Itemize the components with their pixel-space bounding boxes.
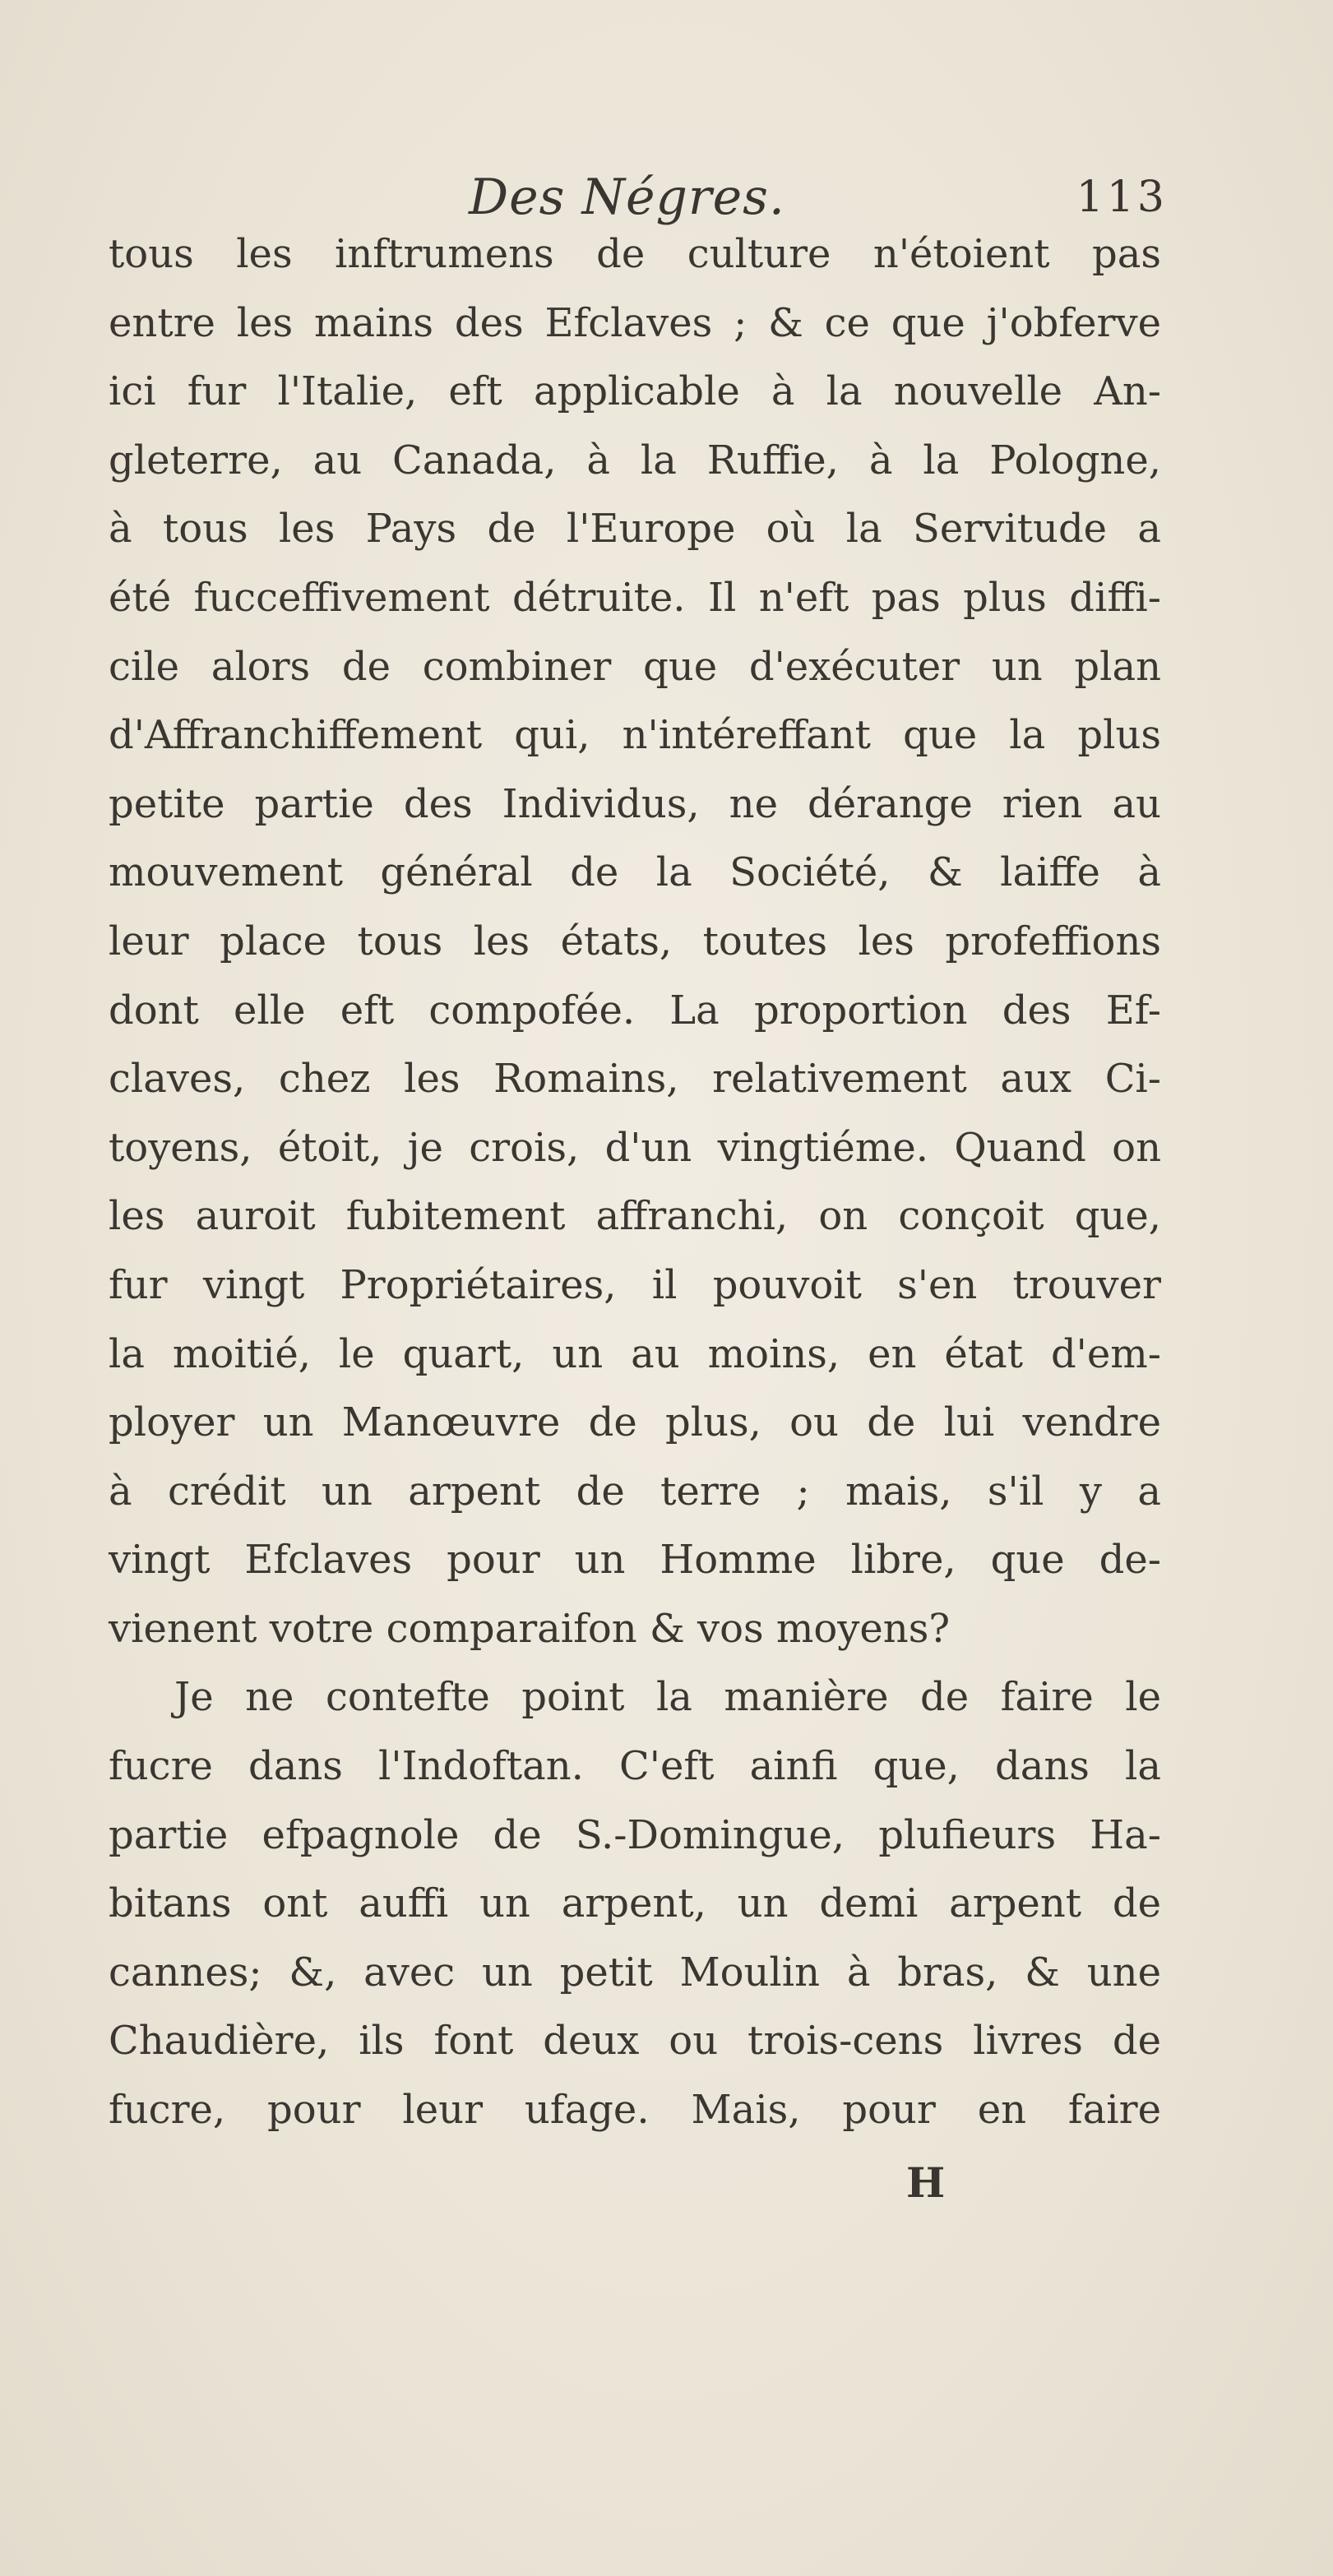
text-line: partie efpagnole de S.-Domingue, plufieurs Ha- <box>109 1811 1161 1858</box>
text-line: Chaudière, ils font deux ou trois-cens livres de <box>109 2018 1161 2065</box>
text-line: fucre, pour leur ufage. Mais, pour en faire <box>109 2087 1161 2134</box>
text-line: la moitié, le quart, un au moins, en état d'em- <box>109 1330 1161 1377</box>
text-line: à tous les Pays de l'Europe où la Servitude a <box>109 506 1161 553</box>
text-line: ployer un Manœuvre de plus, ou de lui vendre <box>109 1399 1161 1446</box>
text-line: claves, chez les Romains, relativement aux Ci- <box>109 1056 1161 1103</box>
text-line: toyens, étoit, je crois, d'un vingtiéme. Quand on <box>109 1124 1161 1171</box>
text-line: vingt Efclaves pour un Homme libre, que de- <box>109 1537 1161 1584</box>
text-line: à crédit un arpent de terre ; mais, s'il y a <box>109 1468 1161 1515</box>
text-line: d'Affranchiffement qui, n'intéreffant que la plus <box>109 712 1161 759</box>
text-line: ici fur l'Italie, eft applicable à la nouvelle An- <box>109 368 1161 415</box>
text-line: dont elle eft compofée. La proportion des Ef- <box>109 987 1161 1034</box>
text-line: Je ne contefte point la manière de faire le <box>174 1674 1161 1721</box>
text-line: tous les inftrumens de culture n'étoient pas <box>109 231 1161 277</box>
text-line: petite partie des Individus, ne dérange rien au <box>109 780 1161 827</box>
running-title: Des Négres. <box>469 169 785 226</box>
text-line: bitans ont auffi un arpent, un demi arpent de <box>109 1880 1161 1927</box>
page-number: 113 <box>1076 173 1168 222</box>
text-line: été fucceffivement détruite. Il n'eft pas plus diffi- <box>109 574 1161 621</box>
text-line: gleterre, au Canada, à la Ruffie, à la Pologne, <box>109 437 1161 483</box>
text-line: vienent votre comparaifon & vos moyens? <box>109 1605 951 1652</box>
text-line: fur vingt Propriétaires, il pouvoit s'en trouver <box>109 1261 1161 1308</box>
text-line: mouvement général de la Société, & laiffe à <box>109 849 1161 896</box>
text-line: cannes; &, avec un petit Moulin à bras, & une <box>109 1949 1161 1996</box>
text-line: entre les mains des Efclaves ; & ce que j'obferve <box>109 299 1161 346</box>
text-line: leur place tous les états, toutes les profeffions <box>109 918 1161 964</box>
text-line: les auroit fubitement affranchi, on conçoit que, <box>109 1193 1161 1240</box>
text-line: fucre dans l'Indoftan. C'eft ainfi que, dans la <box>109 1743 1161 1790</box>
signature-mark: H <box>906 2158 946 2207</box>
text-line: cile alors de combiner que d'exécuter un plan <box>109 643 1161 690</box>
body-text <box>109 220 1161 2145</box>
